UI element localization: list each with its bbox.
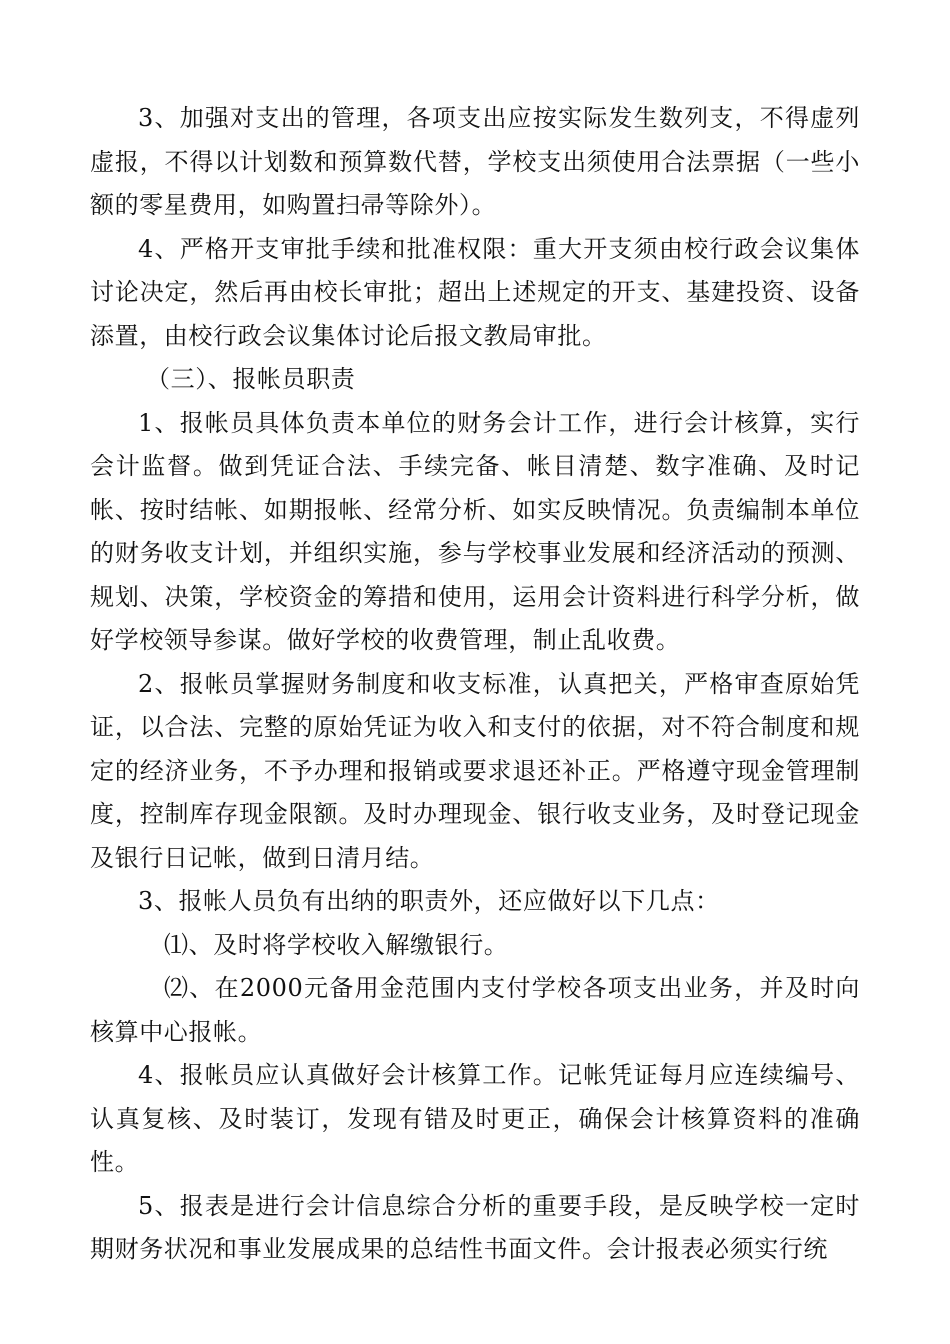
sub-item-2: ⑵、在2000元备用金范围内支付学校各项支出业务，并及时向核算中心报帐。: [90, 974, 860, 1046]
sub-item-1: ⑴、及时将学校收入解缴银行。: [164, 930, 509, 959]
paragraph-duty-5: 5、报表是进行会计信息综合分析的重要手段，是反映学校一定时期财务状况和事业发展成果的总结性书面文件。会计报表必须实行统: [90, 1191, 860, 1263]
paragraph-duty-4: 4、报帐员应认真做好会计核算工作。记帐凭证每月应连续编号、认真复核、及时装订，发现有错及时更正，确保会计核算资料的准确性。: [90, 1061, 860, 1176]
paragraph-approval-authority: 4、严格开支审批手续和批准权限：重大开支须由校行政会议集体讨论决定，然后再由校长审批；超出上述规定的开支、基建投资、设备添置，由校行政会议集体讨论后报文教局审批。: [90, 234, 860, 350]
paragraph-duty-1: 1、报帐员具体负责本单位的财务会计工作，进行会计核算，实行会计监督。做到凭证合法、手续完备、帐目清楚、数字准确、及时记帐、按时结帐、如期报帐、经常分析、如实反映情况。负责编制本单位的财务收支计划，并组织实施，参与学校事业发展和经济活动的预测、规划、决策，学校资金的筹措和使用，运用会计资料进行科学分析，做好学校领导参谋。做好学校的收费管理，制止乱收费。: [90, 408, 860, 654]
paragraph-duty-2: 2、报帐员掌握财务制度和收支标准，认真把关，严格审查原始凭证，以合法、完整的原始凭证为收入和支付的依据，对不符合制度和规定的经济业务，不予办理和报销或要求退还补正。严格遵守现金管理制度，控制库存现金限额。及时办理现金、银行收支业务，及时登记现金及银行日记帐，做到日清月结。: [90, 669, 860, 872]
paragraph-duty-3: 3、报帐人员负有出纳的职责外，还应做好以下几点：: [138, 887, 720, 915]
document-page: [90, 97, 860, 1272]
paragraph-expenditure-management: 3、加强对支出的管理，各项支出应按实际发生数列支，不得虚列虚报，不得以计划数和预算数代替，学校支出须使用合法票据（一些小额的零星费用，如购置扫帚等除外）。: [90, 104, 860, 219]
section-heading-bookkeeper-duties: （三）、报帐员职责: [146, 365, 356, 393]
